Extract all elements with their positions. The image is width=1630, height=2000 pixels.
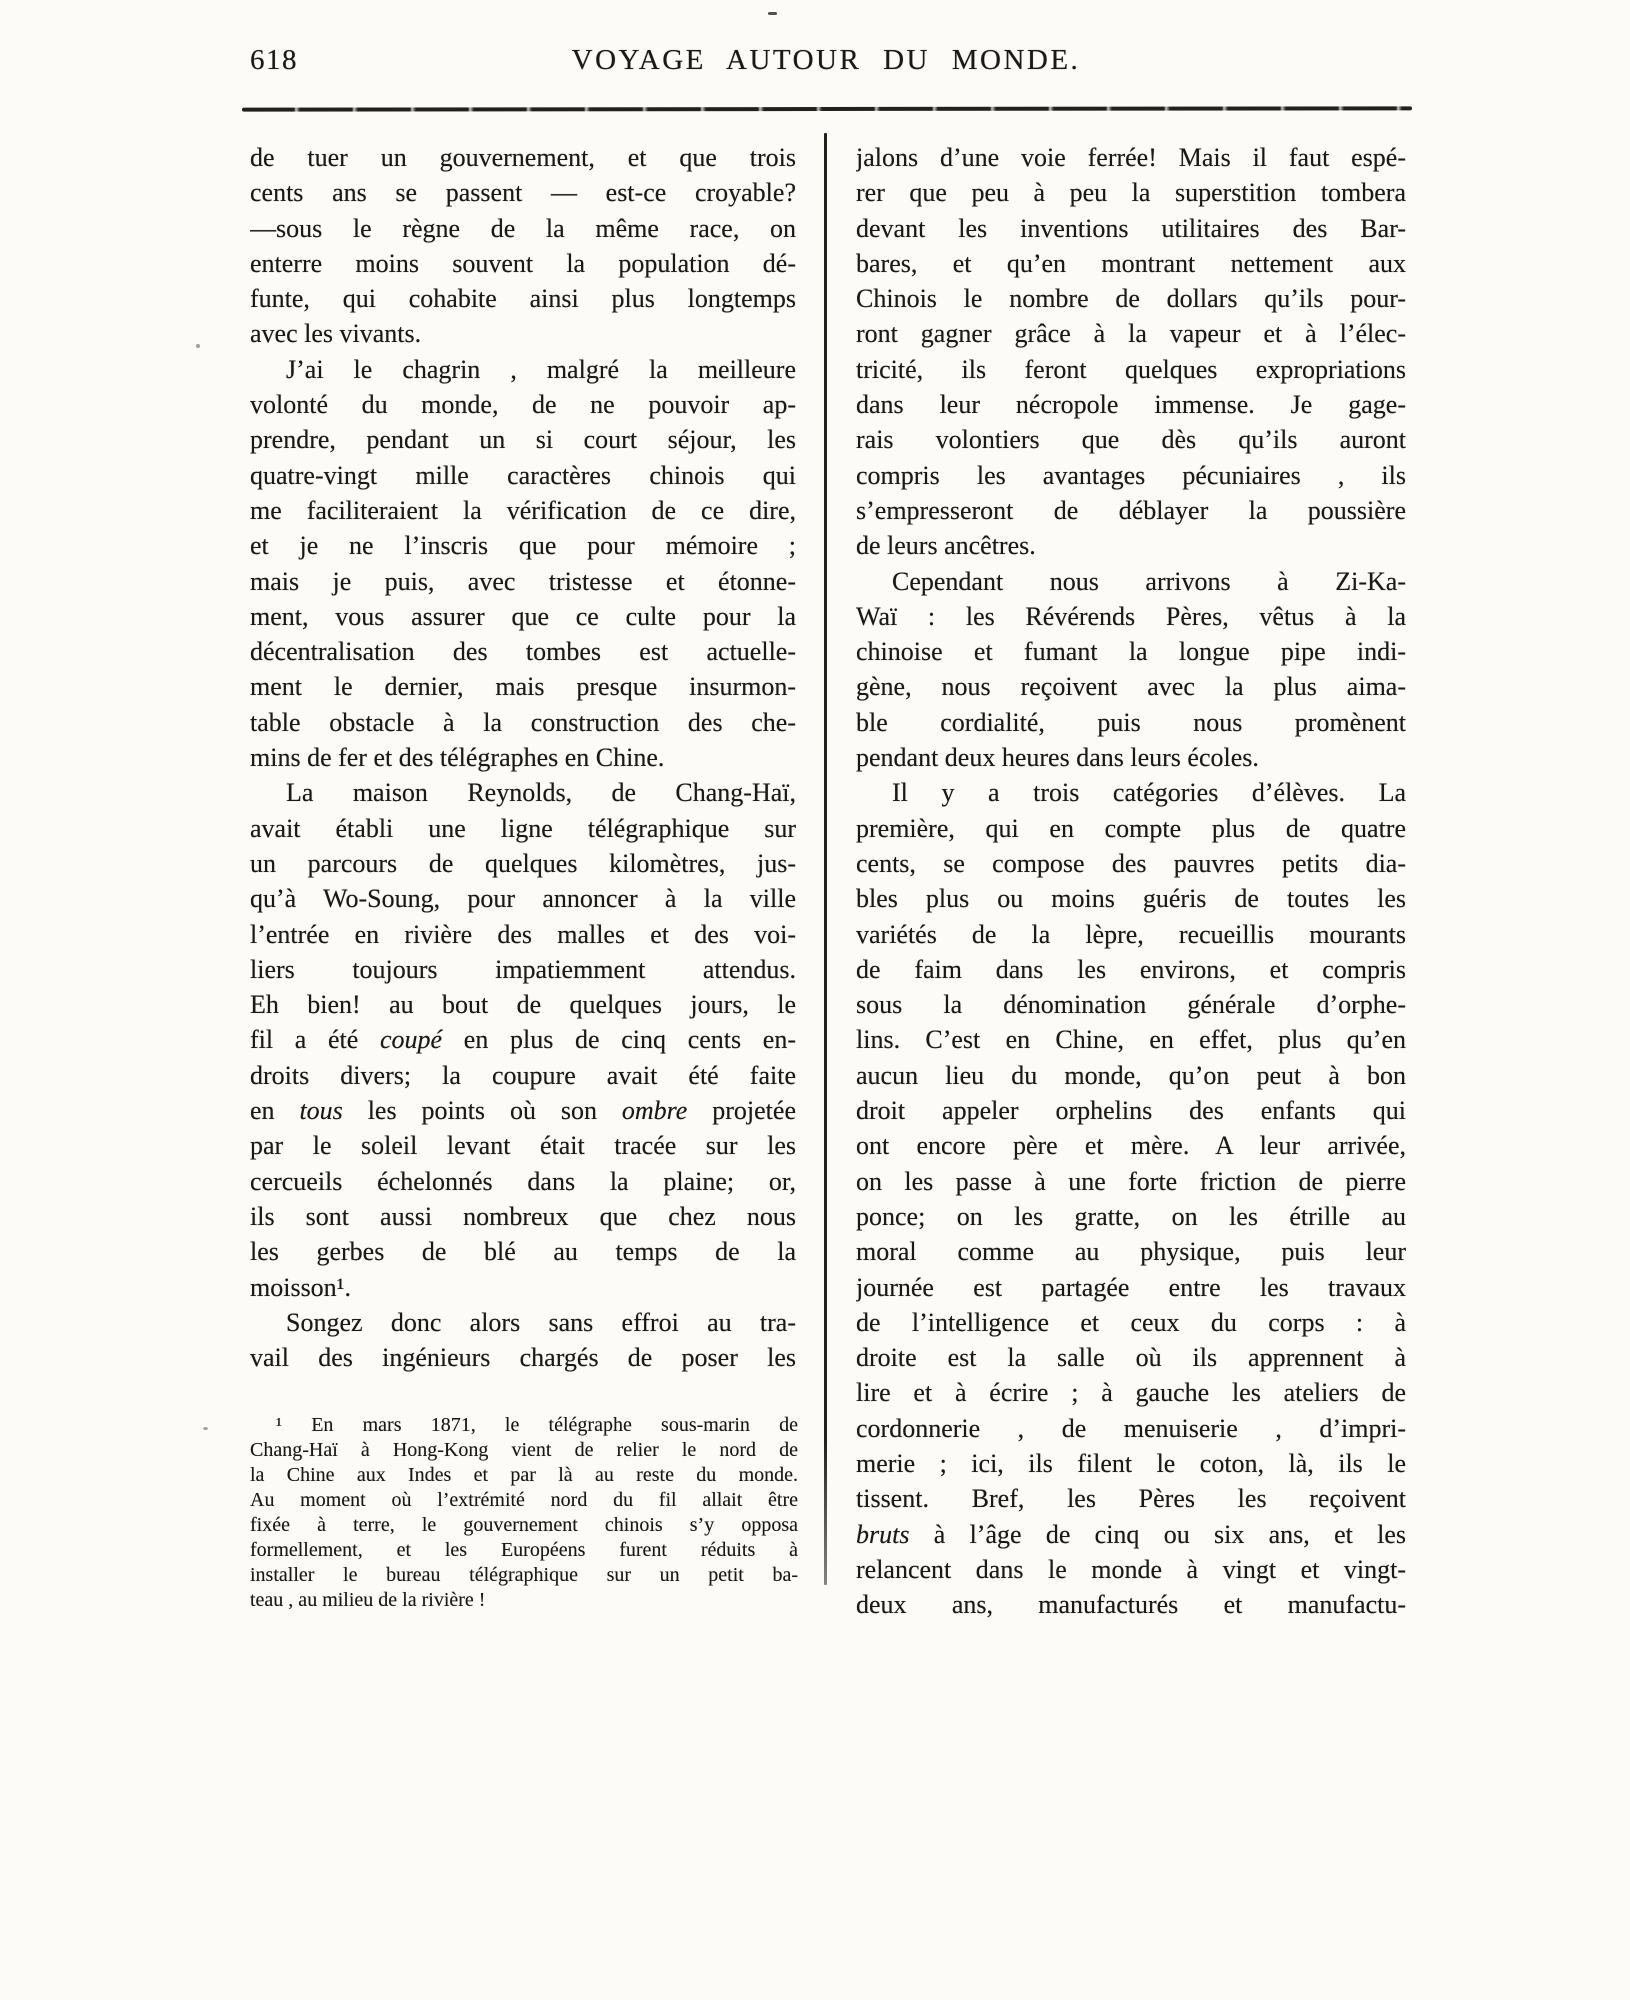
text-line: de leurs ancêtres. bbox=[856, 531, 1036, 561]
text-line: bles plus ou moins guéris de toutes les bbox=[856, 884, 1406, 914]
text-line: Au moment où l’extrémité nord du fil allait être bbox=[250, 1489, 798, 1511]
text-line: l’entrée en rivière des malles et des voi- bbox=[250, 919, 796, 949]
text-line: table obstacle à la construction des che- bbox=[250, 707, 796, 737]
text-line: liers toujours impatiemment attendus. bbox=[250, 954, 796, 984]
scan-speck bbox=[768, 12, 777, 15]
text-line: ponce; on les gratte, on les étrille au bbox=[856, 1201, 1406, 1231]
text-line: deux ans, manufacturés et manufactu- bbox=[856, 1590, 1406, 1620]
text-line: ment, vous assurer que ce culte pour la bbox=[250, 601, 796, 631]
text-line: la Chine aux Indes et par là au reste du monde. bbox=[250, 1464, 798, 1486]
text-line: journée est partagée entre les travaux bbox=[856, 1272, 1406, 1302]
text-line: pendant deux heures dans leurs écoles. bbox=[856, 743, 1259, 773]
text-line: compris les avantages pécuniaires , ils bbox=[856, 460, 1406, 490]
column-divider bbox=[824, 133, 827, 1585]
text-line: merie ; ici, ils filent le coton, là, ils le bbox=[856, 1448, 1406, 1478]
text-line: Waï : les Révérends Pères, vêtus à la bbox=[856, 601, 1406, 631]
text-line: variétés de la lèpre, recueillis mourants bbox=[856, 919, 1406, 949]
text-line: avait établi une ligne télégraphique sur bbox=[250, 813, 796, 843]
text-line: s’empresseront de déblayer la poussière bbox=[856, 495, 1406, 525]
text-line: jalons d’une voie ferrée! Mais il faut espé- bbox=[856, 143, 1406, 172]
text-line: première, qui en compte plus de quatre bbox=[856, 813, 1406, 843]
text-line: cordonnerie , de menuiserie , d’impri- bbox=[856, 1413, 1406, 1443]
text-line: bruts à l’âge de cinq ou six ans, et les bbox=[856, 1519, 1406, 1549]
text-line: qu’à Wo-Soung, pour annoncer à la ville bbox=[250, 884, 796, 914]
text-line: droits divers; la coupure avait été faite bbox=[250, 1060, 796, 1090]
text-line: en tous les points où son ombre projetée bbox=[250, 1096, 796, 1126]
text-line: sous la dénomination générale d’orphe- bbox=[856, 990, 1406, 1020]
text-line: de faim dans les environs, et compris bbox=[856, 954, 1406, 984]
text-line: bares, et qu’en montrant nettement aux bbox=[856, 248, 1406, 278]
text-line: La maison Reynolds, de Chang-Haï, bbox=[286, 778, 796, 808]
text-line: et je ne l’inscris que pour mémoire ; bbox=[250, 531, 796, 561]
text-line: moisson¹. bbox=[250, 1272, 351, 1302]
text-line: ble cordialité, puis nous promènent bbox=[856, 707, 1406, 737]
right-column bbox=[856, 140, 1406, 1622]
running-title: VOYAGE AUTOUR DU MONDE. bbox=[571, 44, 1081, 76]
text-line: fil a été coupé en plus de cinq cents en- bbox=[250, 1025, 796, 1055]
text-line: prendre, pendant un si court séjour, les bbox=[250, 425, 796, 455]
text-line: me faciliteraient la vérification de ce dire, bbox=[250, 495, 796, 525]
text-line: mins de fer et des télégraphes en Chine. bbox=[250, 743, 665, 773]
footnote bbox=[250, 1413, 798, 1613]
text-line: —sous le règne de la même race, on bbox=[250, 213, 796, 243]
scan-speck bbox=[196, 344, 200, 348]
text-line: avec les vivants. bbox=[250, 319, 422, 349]
text-line: installer le bureau télégraphique sur un petit ba- bbox=[250, 1564, 798, 1586]
text-line: devant les inventions utilitaires des Bar- bbox=[856, 213, 1406, 243]
text-line: enterre moins souvent la population dé- bbox=[250, 248, 796, 278]
text-line: Songez donc alors sans effroi au tra- bbox=[286, 1307, 796, 1337]
text-line: chinoise et fumant la longue pipe indi- bbox=[856, 637, 1406, 667]
text-line: ¹ En mars 1871, le télégraphe sous-marin de bbox=[276, 1414, 798, 1436]
text-line: quatre-vingt mille caractères chinois qui bbox=[250, 460, 796, 490]
text-line: de l’intelligence et ceux du corps : à bbox=[856, 1307, 1406, 1337]
text-line: rais volontiers que dès qu’ils auront bbox=[856, 425, 1406, 455]
text-line: J’ai le chagrin , malgré la meilleure bbox=[286, 354, 796, 384]
text-line: ont encore père et mère. A leur arrivée, bbox=[856, 1131, 1406, 1161]
text-line: ront gagner grâce à la vapeur et à l’élec- bbox=[856, 319, 1406, 349]
text-line: cercueils échelonnés dans la plaine; or, bbox=[250, 1166, 796, 1196]
text-line: relancent dans le monde à vingt et vingt- bbox=[856, 1554, 1406, 1584]
text-line: formellement, et les Européens furent réduits à bbox=[250, 1539, 798, 1561]
text-line: un parcours de quelques kilomètres, jus- bbox=[250, 848, 796, 878]
text-line: décentralisation des tombes est actuelle- bbox=[250, 637, 796, 667]
text-line: Il y a trois catégories d’élèves. La bbox=[892, 778, 1406, 808]
text-line: cents ans se passent — est-ce croyable? bbox=[250, 178, 796, 208]
header-rule bbox=[242, 106, 1412, 111]
text-line: on les passe à une forte friction de pierre bbox=[856, 1166, 1406, 1196]
text-line: Eh bien! au bout de quelques jours, le bbox=[250, 990, 796, 1020]
text-line: vail des ingénieurs chargés de poser les bbox=[250, 1343, 796, 1373]
text-line: moral comme au physique, puis leur bbox=[856, 1237, 1406, 1267]
text-line: mais je puis, avec tristesse et étonne- bbox=[250, 566, 796, 596]
text-line: funte, qui cohabite ainsi plus longtemps bbox=[250, 284, 796, 314]
text-line: aucun lieu du monde, qu’on peut à bon bbox=[856, 1060, 1406, 1090]
text-line: tissent. Bref, les Pères les reçoivent bbox=[856, 1484, 1406, 1514]
text-line: cents, se compose des pauvres petits dia- bbox=[856, 848, 1406, 878]
left-column bbox=[250, 140, 796, 1375]
text-line: de tuer un gouvernement, et que trois bbox=[250, 143, 796, 172]
page-number: 618 bbox=[250, 44, 298, 76]
text-line: les gerbes de blé au temps de la bbox=[250, 1237, 796, 1267]
text-line: volonté du monde, de ne pouvoir ap- bbox=[250, 390, 796, 420]
text-line: ment le dernier, mais presque insurmon- bbox=[250, 672, 796, 702]
text-line: dans leur nécropole immense. Je gage- bbox=[856, 390, 1406, 420]
text-line: rer que peu à peu la superstition tombera bbox=[856, 178, 1406, 208]
text-line: droite est la salle où ils apprennent à bbox=[856, 1343, 1406, 1373]
text-line: droit appeler orphelins des enfants qui bbox=[856, 1096, 1406, 1126]
text-line: par le soleil levant était tracée sur les bbox=[250, 1131, 796, 1161]
text-line: lins. C’est en Chine, en effet, plus qu’en bbox=[856, 1025, 1406, 1055]
text-line: gène, nous reçoivent avec la plus aima- bbox=[856, 672, 1406, 702]
text-line: Chang-Haï à Hong-Kong vient de relier le nord de bbox=[250, 1439, 798, 1461]
text-line: ils sont aussi nombreux que chez nous bbox=[250, 1201, 796, 1231]
text-line: lire et à écrire ; à gauche les ateliers de bbox=[856, 1378, 1406, 1408]
text-line: fixée à terre, le gouvernement chinois s’y opposa bbox=[250, 1514, 798, 1536]
text-line: Cependant nous arrivons à Zi-Ka- bbox=[892, 566, 1406, 596]
text-line: Chinois le nombre de dollars qu’ils pour- bbox=[856, 284, 1406, 314]
text-line: teau , au milieu de la rivière ! bbox=[250, 1589, 486, 1611]
scan-speck bbox=[203, 1427, 208, 1430]
text-line: tricité, ils feront quelques expropriations bbox=[856, 354, 1406, 384]
